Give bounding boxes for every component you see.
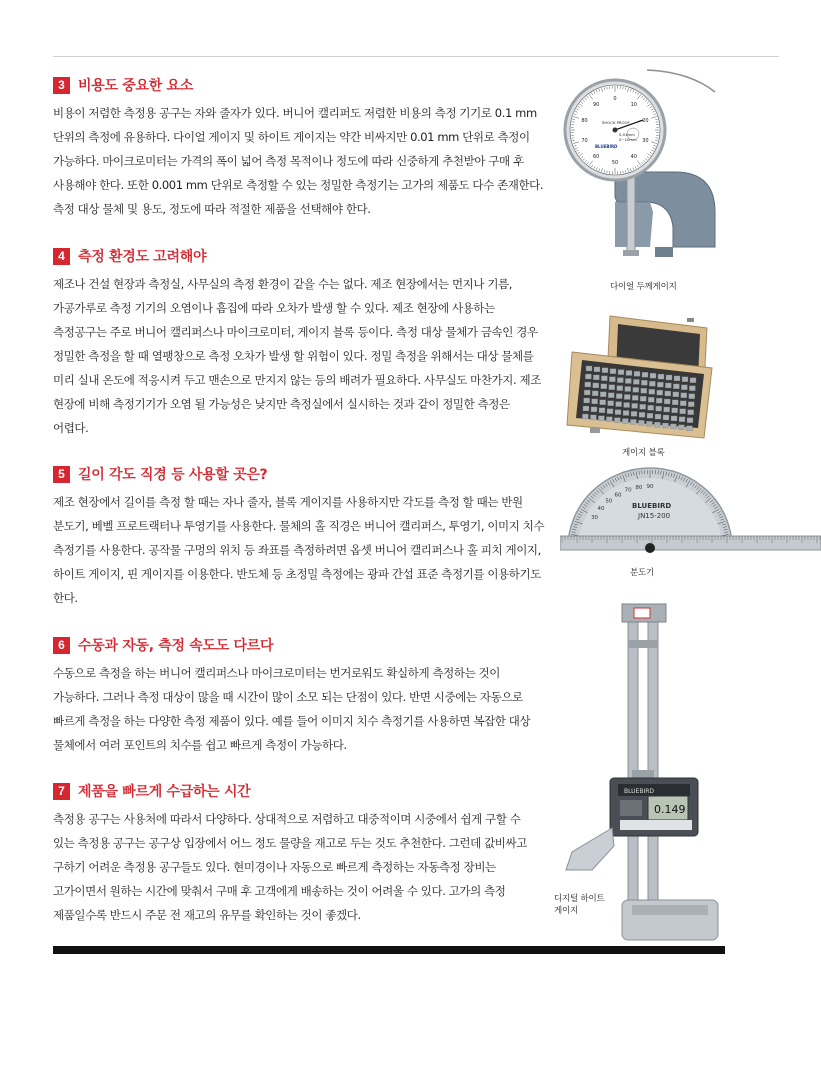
section-number-badge: 7: [53, 783, 70, 800]
dial-number: 60: [593, 153, 600, 160]
section-7-header: [53, 781, 545, 801]
gauge-block: [649, 381, 655, 386]
gauge-block: [599, 408, 605, 413]
gauge-block: [657, 382, 663, 387]
gauge-block: [642, 372, 648, 377]
gauge-block: [641, 388, 647, 393]
dial-number: 0: [613, 96, 617, 102]
gauge-block: [647, 413, 653, 418]
gauge-block: [584, 398, 590, 403]
gauge-block: [610, 369, 616, 374]
dial-number: 80: [581, 118, 588, 125]
dial-number: 20: [642, 118, 649, 125]
protractor-caption: 분도기: [630, 568, 655, 578]
section-number-badge: 3: [53, 77, 70, 94]
height-gauge-caption-line-1: 디지털 하이트: [554, 894, 605, 904]
dial-number: 50: [611, 160, 619, 166]
gauge-block: [638, 420, 644, 425]
gauge-block: [673, 384, 679, 389]
gauge-block: [618, 370, 624, 375]
gauge-block: [601, 384, 607, 389]
gauge-block: [674, 376, 680, 381]
gauge-block: [689, 386, 695, 391]
gauge-block: [679, 417, 685, 422]
section-5: [53, 464, 545, 610]
gauge-block: [584, 390, 590, 395]
section-title: 측정 환경도 고려해야: [78, 249, 207, 265]
section-6: [53, 635, 545, 757]
gauge-block: [658, 374, 664, 379]
gauge-block: [688, 410, 694, 415]
section-6-header: [53, 635, 545, 655]
gauge-block: [655, 414, 661, 419]
gauge-block: [592, 391, 598, 396]
section-4: [53, 246, 545, 440]
gauge-block: [672, 400, 678, 405]
gauge-block: [672, 408, 678, 413]
gauge-block: [617, 386, 623, 391]
protractor-pivot-knob: [645, 543, 655, 553]
gauge-block: [673, 392, 679, 397]
gauge-block: [682, 377, 688, 382]
dial-number: 70: [581, 137, 588, 144]
dial-resolution-text: 0.01mm: [619, 132, 635, 137]
gauge-block: [617, 378, 623, 383]
gauge-block: [663, 415, 669, 420]
gauge-block: [626, 371, 632, 376]
gauge-block: [641, 380, 647, 385]
gauge-block: [590, 415, 596, 420]
gauge-block: [680, 409, 686, 414]
gauge-block: [646, 421, 652, 426]
section-body: 수동으로 측정을 하는 버니어 캘리퍼스나 마이크로미터는 번거로워도 확실하게 측정하는 것이 가능하다. 그러나 측정 대상이 많을 때 시간이 많이 소모 되는 단점이 있다. 반면 시중에는 자동으로 빠르게 측정을 하는 다양한 측정 제품이 있다. 예를 들어 이미지 치수 측정기를 사용하면 복잡한 대상 물체에서 여러 포인트의 치수를 쉽고 빠르게 측정이 가능하다.: [53, 666, 531, 752]
gauge-block: [649, 389, 655, 394]
protractor-brand: BLUEBIRD: [632, 502, 672, 510]
gauge-block: [654, 422, 660, 427]
top-divider: [53, 56, 779, 57]
gauge-block: [601, 376, 607, 381]
dial-number: 10: [630, 102, 637, 109]
protractor-number: 60: [614, 492, 622, 499]
gauge-block: [680, 401, 686, 406]
gauge-block: [622, 419, 628, 424]
gauge-block: [609, 385, 615, 390]
gauge-block: [608, 393, 614, 398]
gauge-block: [600, 400, 606, 405]
gauge-block: [592, 399, 598, 404]
section-4-header: [53, 246, 545, 266]
gauge-block: [632, 403, 638, 408]
height-gauge-brand: BLUEBIRD: [624, 788, 655, 795]
gauge-block: [609, 377, 615, 382]
protractor-number: 40: [597, 506, 605, 513]
gauge-block: [633, 379, 639, 384]
section-3-header: [53, 75, 545, 95]
gauge-block: [689, 394, 695, 399]
dial-gauge-caption: 다이얼 두께게이지: [610, 282, 677, 292]
gauge-block: [666, 375, 672, 380]
section-body: 측정용 공구는 사용처에 따라서 다양하다. 상대적으로 저렴하고 대중적이며 시중에서 쉽게 구할 수 있는 측정용 공구는 공구상 입장에서 어느 정도 물량을 재고로 두는 것도 추천한다. 그런데 값비싸고 구하기 어려운 측정용 공구들도 있다. 현미경이나 자동으로 빠르게 측정하는 자동측정 장비는 고가이면서 원하는 시간에 맞춰서 구매 후 고객에게 배송하는 것이 어려울 수 있다. 고가의 측정 제품일수록 반드시 주문 전 재고의 유무를 확인하는 것이 좋겠다.: [53, 812, 527, 922]
protractor-number: 70: [624, 487, 632, 494]
gauge-block: [631, 411, 637, 416]
gauge-block: [586, 366, 592, 371]
gauge-block: [614, 418, 620, 423]
gauge-block: [648, 405, 654, 410]
gauge-block: [664, 399, 670, 404]
gauge-block-caption: 게이지 블록: [622, 448, 665, 458]
gauge-block: [600, 392, 606, 397]
gauge-block: [633, 387, 639, 392]
dial-brand-text: BLUEBIRD: [595, 144, 618, 149]
gauge-block-set-image: [562, 310, 722, 440]
gauge-block: [625, 387, 631, 392]
gauge-block: [662, 423, 668, 428]
gauge-block: [632, 395, 638, 400]
gauge-block: [681, 385, 687, 390]
gauge-block: [608, 401, 614, 406]
dial-number: 30: [642, 137, 649, 144]
bottom-bar: [53, 946, 725, 954]
protractor-number: 50: [605, 498, 613, 505]
gauge-block: [650, 373, 656, 378]
section-7: [53, 781, 545, 927]
gauge-block: [634, 371, 640, 376]
section-title: 비용도 중요한 요소: [78, 78, 193, 94]
gauge-block: [639, 412, 645, 417]
protractor-number: 80: [635, 484, 643, 491]
dial-range-text: 0~10mm: [619, 137, 637, 142]
section-body: 제조 현장에서 길이를 측정 할 때는 자나 줄자, 블록 게이지를 사용하지만 각도를 측정 할 때는 반원 분도기, 베벨 프로트랙터나 투영기를 사용한다. 물체의 홀 직경은 버니어 캘리퍼스, 투영기, 이미지 치수 측정기를 사용한다. 공작물 구멍의 위치 등 좌표를 측정하려면 옵셋 버니어 캘리퍼스나 홀 피치 게이지, 하이트 게이지, 핀 게이지를 이용한다. 반도체 등 초정밀 측정에는 광파 간섭 표준 측정기를 이용하기도 한다.: [53, 495, 545, 605]
gauge-block: [602, 368, 608, 373]
gauge-block: [686, 426, 692, 431]
gauge-block: [583, 406, 589, 411]
protractor-model: JN15-200: [638, 512, 671, 520]
height-gauge-caption: [554, 893, 605, 917]
protractor-number: 30: [591, 515, 599, 521]
gauge-block: [598, 416, 604, 421]
gauge-block: [665, 383, 671, 388]
section-3: [53, 75, 545, 221]
gauge-block: [623, 411, 629, 416]
gauge-block: [606, 417, 612, 422]
protractor-image: [560, 466, 821, 564]
dial-number: 90: [593, 102, 600, 109]
gauge-block: [593, 375, 599, 380]
gauge-block: [687, 418, 693, 423]
gauge-block: [690, 378, 696, 383]
protractor-number: 90: [646, 484, 654, 490]
gauge-block: [616, 394, 622, 399]
section-number-badge: 5: [53, 466, 70, 483]
height-gauge-display-value: 0.149: [654, 803, 686, 816]
gauge-block: [648, 397, 654, 402]
section-title: 제품을 빠르게 수급하는 시간: [78, 784, 251, 800]
dial-thickness-gauge-image: [555, 62, 720, 272]
gauge-block: [624, 403, 630, 408]
gauge-block: [640, 396, 646, 401]
gauge-block: [585, 374, 591, 379]
section-number-badge: 4: [53, 248, 70, 265]
gauge-block: [585, 382, 591, 387]
gauge-block: [678, 425, 684, 430]
section-body: 제조나 건설 현장과 측정실, 사무실의 측정 환경이 같을 수는 없다. 제조 현장에서는 먼지나 기름, 가공가루로 측정 기기의 오염이나 흠집에 따라 오차가 발생 할 수 있다. 제조 현장에 사용하는 측정공구는 주로 버니어 캘리퍼스나 마이크로미터, 게이지 블록 등이다. 측정 대상 물체가 금속인 경우 정밀한 측정을 할 때 열팽창으로 측정 오차가 발생 할 위험이 있다. 정밀 측정을 위해서는 대상 물체를 미리 실내 온도에 적응시켜 두고 맨손으로 만지지 않는 등의 배려가 필요하다. 사무실도 마찬가지. 제조 현장에 비해 측정기기가 오염 될 가능성은 낮지만 측정실에서 실시하는 것과 같이 정밀한 측정은 어렵다.: [53, 277, 541, 435]
dial-shock-proof-text: SHOCK PROOF: [602, 120, 630, 125]
gauge-block: [671, 416, 677, 421]
section-title: 길이 각도 직경 등 사용할 곳은?: [78, 467, 268, 483]
gauge-block: [665, 391, 671, 396]
section-title: 수동과 자동, 측정 속도도 다르다: [78, 638, 274, 654]
gauge-block: [656, 406, 662, 411]
dial-number: 40: [630, 153, 637, 160]
section-body: 비용이 저렴한 측정용 공구는 자와 줄자가 있다. 버니어 캘리퍼도 저렴한 비용의 측정 기기로 0.1 mm 단위의 측정에 유용하다. 다이얼 게이지 및 하이트 게이지는 약간 비싸지만 0.01 mm 단위로 측정이 가능하다. 마이크로미터는 가격의 폭이 넓어 측정 목적이나 정도에 따라 신중하게 추천받아 구매 후 사용해야 한다. 또한 0.001 mm 단위로 측정할 수 있는 정밀한 측정기는 고가의 제품도 다수 존재한다. 측정 대상 물체 및 용도, 정도에 따라 적절한 제품을 선택해야 한다.: [53, 106, 544, 216]
gauge-block: [616, 402, 622, 407]
gauge-block: [688, 402, 694, 407]
section-number-badge: 6: [53, 637, 70, 654]
gauge-block: [670, 424, 676, 429]
gauge-block: [664, 407, 670, 412]
gauge-block: [591, 407, 597, 412]
gauge-block: [656, 398, 662, 403]
gauge-block: [607, 409, 613, 414]
gauge-block: [615, 410, 621, 415]
gauge-block: [625, 379, 631, 384]
gauge-block: [624, 395, 630, 400]
gauge-block: [630, 419, 636, 424]
gauge-block: [640, 404, 646, 409]
gauge-block: [657, 390, 663, 395]
section-5-header: [53, 464, 545, 484]
gauge-block: [582, 414, 588, 419]
gauge-block: [681, 393, 687, 398]
gauge-block: [594, 367, 600, 372]
gauge-block: [593, 383, 599, 388]
height-gauge-caption-line-2: 게이지: [554, 906, 579, 916]
